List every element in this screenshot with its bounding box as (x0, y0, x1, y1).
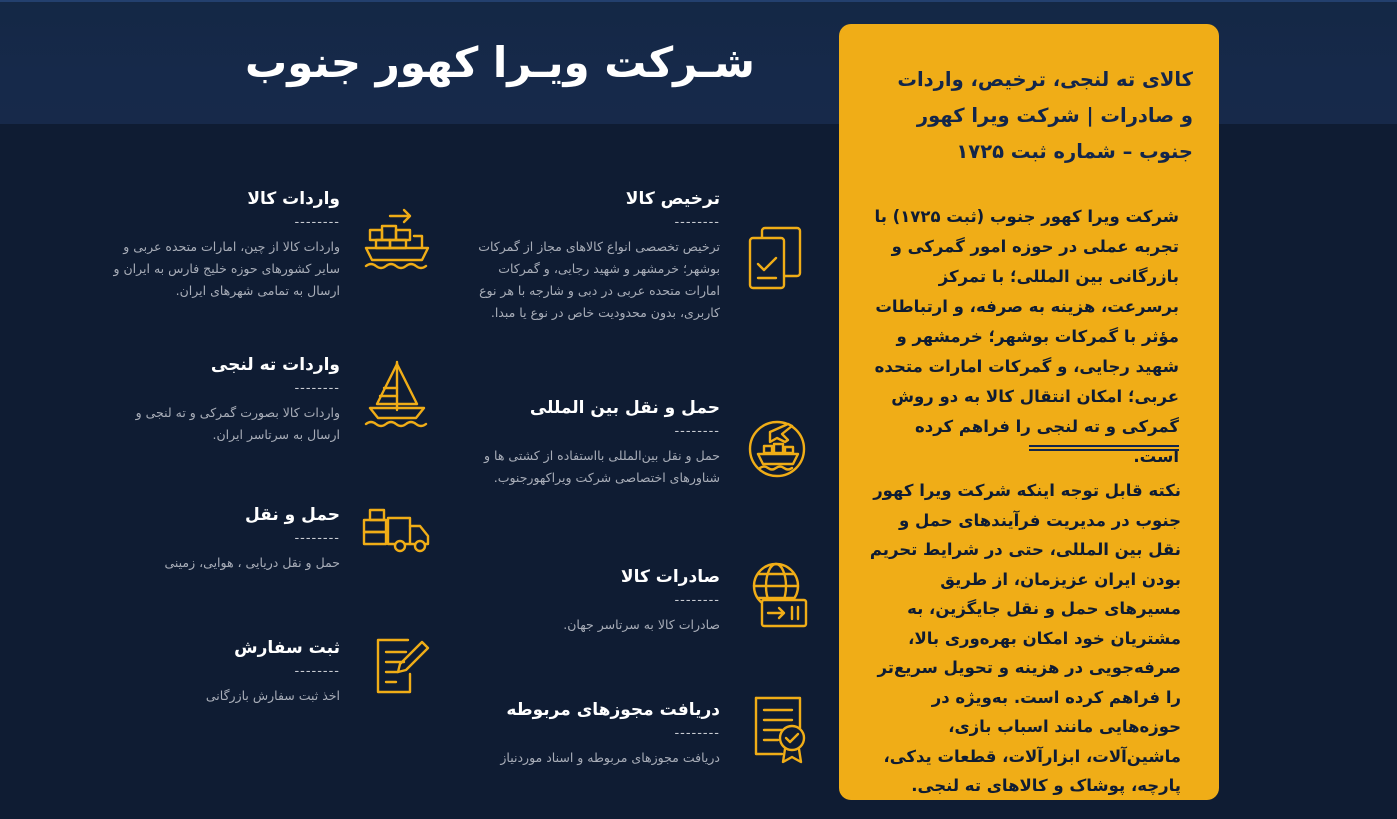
service-title: صادرات کالا (620, 567, 720, 587)
cargo-ship-icon (362, 208, 432, 270)
service-description: حمل و نقل دریایی ، هوایی، زمینی (164, 555, 340, 570)
service-divider: -------- (674, 726, 720, 741)
sailboat-icon (362, 358, 432, 430)
service-transport[interactable] (110, 502, 340, 574)
service-divider: -------- (674, 215, 720, 230)
service-title: واردات ته لنجی (210, 355, 340, 375)
service-divider: -------- (294, 215, 340, 230)
service-title: ترخیص کالا (625, 189, 720, 209)
service-title: دریافت مجوزهای مربوطه (506, 700, 720, 720)
service-international-transport[interactable] (470, 395, 720, 489)
info-card-paragraph-1: شرکت ویرا کهور جنوب (ثبت ۱۷۲۵) با تجربه عملی در حوزه امور گمرکی و بازرگانی بین المللی؛ با تمرکز برسرعت، هزینه به صرفه، و ارتباطات مؤثر با گمرکات بوشهر؛ خرمشهر و شهید رجایی، و گمرکات امارات متحده عربی؛ امکان انتقال کالا به دو روش گمرکی و ته لنجی را فراهم کرده است. (874, 207, 1179, 466)
service-title: حمل و نقل (244, 505, 340, 525)
service-description: اخذ ثبت سفارش بازرگانی (205, 688, 340, 703)
info-card-divider (1029, 445, 1179, 451)
service-title: حمل و نقل بین المللی (529, 398, 720, 418)
service-divider: -------- (294, 381, 340, 396)
service-export[interactable] (470, 564, 720, 636)
order-form-icon (374, 636, 432, 696)
page-title: شـرکت ویـرا کهور جنوب (245, 38, 755, 87)
service-divider: -------- (294, 664, 340, 679)
service-permits[interactable] (470, 697, 720, 769)
service-title: واردات کالا (247, 189, 340, 209)
plane-ship-icon (746, 414, 810, 478)
delivery-truck-icon (360, 506, 434, 556)
globe-export-icon (748, 560, 810, 632)
service-divider: -------- (674, 424, 720, 439)
certificate-icon (752, 694, 810, 764)
customs-clearance-icon (746, 224, 806, 292)
service-import[interactable] (110, 186, 340, 302)
service-customs-clearance[interactable] (470, 186, 720, 324)
info-card-paragraph-2: نکته قابل توجه اینکه شرکت ویرا کهور جنوب در مدیریت فرآیندهای حمل و نقل بین المللی، حتی در شرایط تحریم بودن ایران عزیزمان، از طریق مسیرهای حمل و نقل جایگزین، به مشتریان خود امکان بهره‌وری بالا، صرفه‌جویی در هزینه و تحویل سریع‌تر را فراهم کرده است. به‌ویژه در حوزه‌هایی مانند اسباب بازی، ماشین‌آلات، ابزارآلات، قطعات یدکی، پارچه، پوشاک و کالاهای ته لنجی. (869, 481, 1181, 795)
service-description: واردات کالا بصورت گمرکی و ته لنجی و ارسال به سرتاسر ایران. (135, 405, 340, 442)
service-description: واردات کالا از چین، امارات متحده عربی و سایر کشورهای حوزه خلیج فارس به ایران و ارسال به تمامی شهرهای ایران. (113, 239, 340, 298)
service-title: ثبت سفارش (234, 638, 340, 658)
service-description: دریافت مجوزهای مربوطه و اسناد موردنیاز (500, 750, 720, 765)
info-card (839, 24, 1219, 800)
service-divider: -------- (674, 593, 720, 608)
service-order-registration[interactable] (110, 635, 340, 707)
service-divider: -------- (294, 531, 340, 546)
service-description: ترخیص تخصصی انواع کالاهای مجاز از گمرکات بوشهر؛ خرمشهر و شهید رجایی، و گمرکات امارات متحده عربی در دبی و شارجه با هر نوع کاربری، بدون محدودیت خاص در نوع یا مبدا. (478, 239, 720, 320)
service-lenj-import[interactable] (110, 352, 340, 446)
service-description: صادرات کالا به سرتاسر جهان. (563, 617, 720, 632)
info-card-title: کالای ته لنجی، ترخیص، واردات و صادرات | شرکت ویرا کهور جنوب – شماره ثبت ۱۷۲۵ (897, 68, 1193, 163)
service-description: حمل و نقل بین‌المللی بااستفاده از کشتی ها و شناورهای اختصاصی شرکت ویراکهورجنوب. (484, 448, 720, 485)
